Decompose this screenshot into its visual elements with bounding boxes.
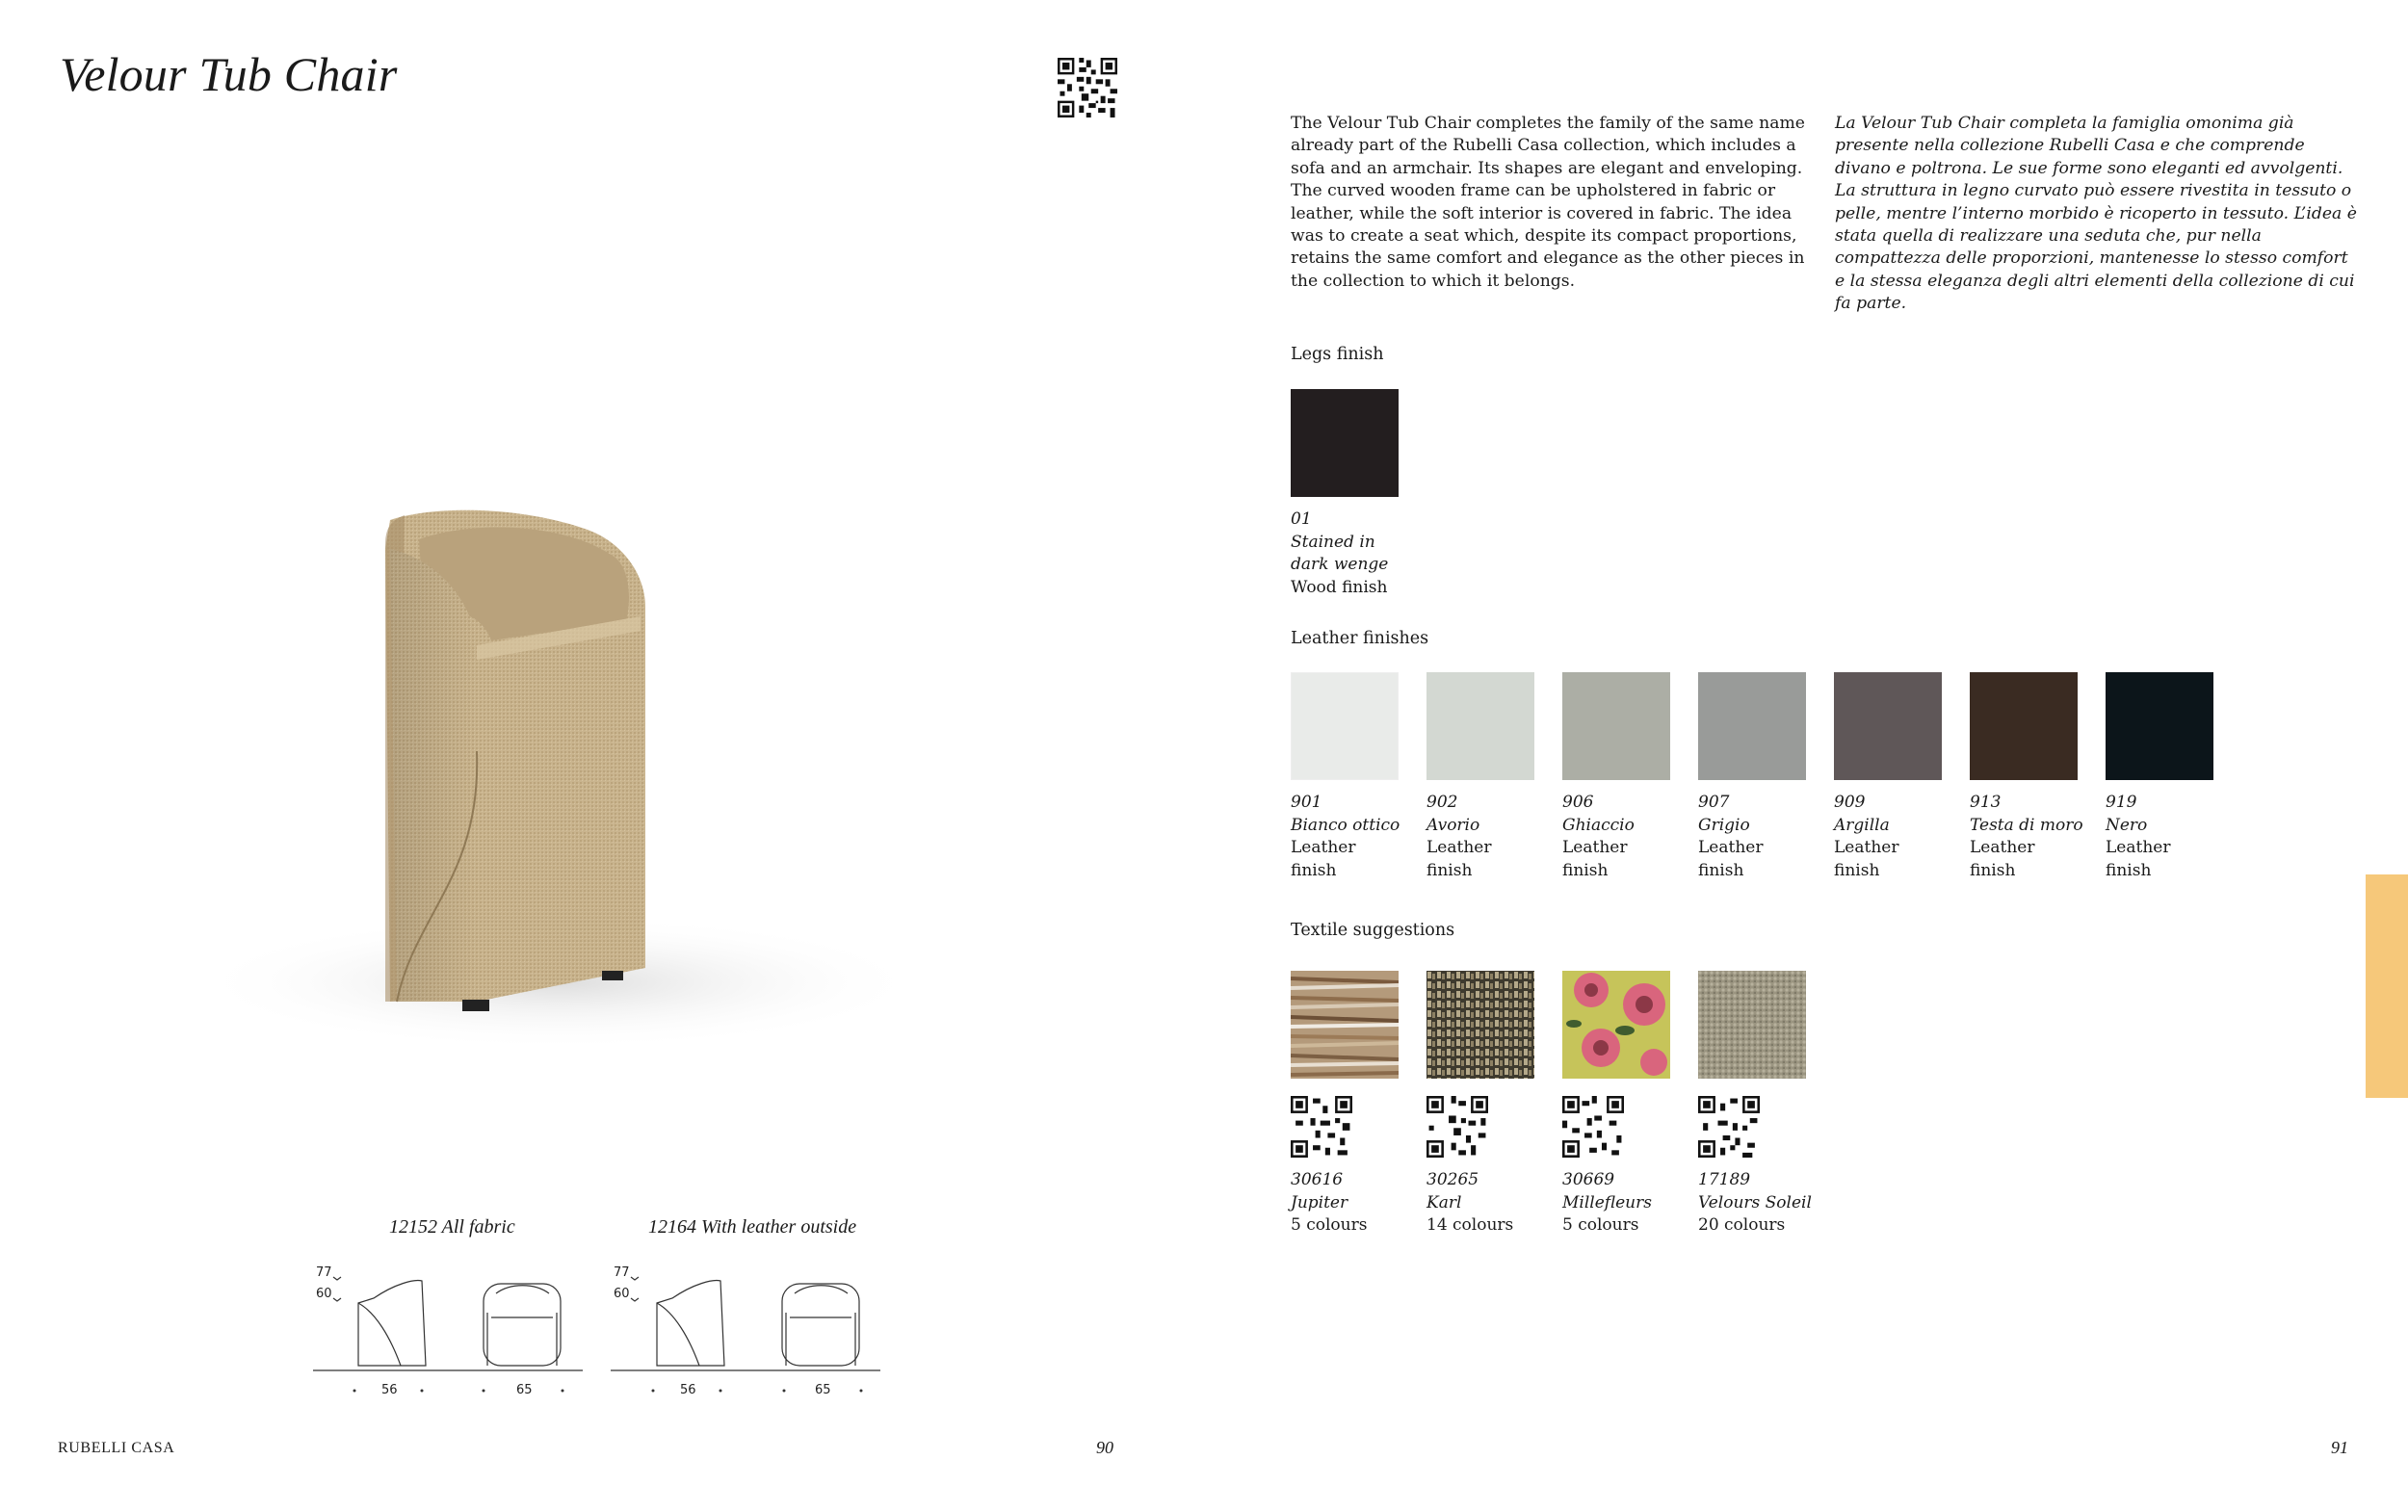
leather-swatch-913[interactable] (1970, 672, 2078, 780)
leather-caption: 907 Grigio Leather finish (1698, 793, 1764, 880)
qr-code-icon[interactable] (1698, 1096, 1760, 1158)
textile-caption: 30669 Millefleurs 5 colours (1562, 1170, 1652, 1235)
product-title: Velour Tub Chair (60, 47, 398, 101)
description-italian: La Velour Tub Chair completa la famiglia omonima già presente nella collezione Rubelli Casa e che comprende divano e poltrona. Le sue forme sono eleganti ed avvolgenti. La struttura in legno curvato può essere rivestita in tessuto o pelle, mentre l’interno morbido è ricoperto in tessuto. L’idea è stata quella di realizzare una seduta che, pur nella compattezza delle proporzioni, mantenesse lo stesso comfort e la stessa eleganza degli altri elementi della collezione di cui fa parte. (1835, 114, 2357, 314)
section-title-legs: Legs finish (1291, 345, 1384, 364)
leather-caption: 913 Testa di moro Leather finish (1970, 793, 2083, 880)
technical-drawing (609, 1260, 888, 1404)
leather-swatch-909[interactable] (1834, 672, 1942, 780)
leather-swatch-906[interactable] (1562, 672, 1670, 780)
variant-label: 12152 All fabric (389, 1216, 515, 1238)
leather-swatch-902[interactable] (1426, 672, 1534, 780)
textile-swatch-velours-soleil[interactable] (1698, 971, 1806, 1079)
legs-swatch[interactable] (1291, 389, 1399, 497)
height-dimension: 77 (316, 1265, 332, 1280)
legs-caption: 01 Stained in dark wenge Wood finish (1291, 509, 1389, 597)
description-english: The Velour Tub Chair completes the family of the same name already part of the Rubelli Casa collection, which includes a sofa and an armchair. Its shapes are elegant and enveloping. The curved wooden frame can be upholstered in fabric or leather, while the soft interior is covered in fabric. The idea was to create a seat which, despite its compact proportions, retains the same comfort and elegance as the other pieces in the collection to which it belongs. (1291, 114, 1805, 291)
qr-code-icon[interactable] (1562, 1096, 1624, 1158)
depth-dimension: 65 (815, 1383, 831, 1397)
leather-swatch-919[interactable] (2106, 672, 2213, 780)
leather-caption: 901 Bianco ottico Leather finish (1291, 793, 1400, 880)
technical-drawing (308, 1260, 588, 1404)
qr-code-icon[interactable] (1291, 1096, 1352, 1158)
textile-caption: 17189 Velours Soleil 20 colours (1698, 1170, 1812, 1235)
footer-brand: RUBELLI CASA (58, 1440, 175, 1456)
textile-swatch-karl[interactable] (1426, 971, 1534, 1079)
leather-caption: 906 Ghiaccio Leather finish (1562, 793, 1635, 880)
chair-image (144, 462, 992, 1088)
qr-code-icon[interactable] (1058, 58, 1117, 117)
leather-caption: 909 Argilla Leather finish (1834, 793, 1899, 880)
qr-code-icon[interactable] (1426, 1096, 1488, 1158)
height-dimension: 77 (614, 1265, 630, 1280)
leather-swatch-901[interactable] (1291, 672, 1399, 780)
textile-swatch-jupiter[interactable] (1291, 971, 1399, 1079)
section-title-textile: Textile suggestions (1291, 921, 1455, 940)
leather-swatch-907[interactable] (1698, 672, 1806, 780)
textile-caption: 30616 Jupiter 5 colours (1291, 1170, 1368, 1235)
depth-dimension: 65 (516, 1383, 533, 1397)
seat-height-dimension: 60 (316, 1287, 332, 1301)
side-tab[interactable] (2366, 874, 2408, 1098)
page-number-right: 91 (2331, 1438, 2348, 1457)
textile-caption: 30265 Karl 14 colours (1426, 1170, 1514, 1235)
leather-caption: 902 Avorio Leather finish (1426, 793, 1492, 880)
variant-label: 12164 With leather outside (648, 1216, 857, 1238)
page-number-left: 90 (1096, 1438, 1113, 1457)
seat-height-dimension: 60 (614, 1287, 630, 1301)
leather-caption: 919 Nero Leather finish (2106, 793, 2171, 880)
width-dimension: 56 (680, 1383, 696, 1397)
width-dimension: 56 (381, 1383, 398, 1397)
textile-swatch-millefleurs[interactable] (1562, 971, 1670, 1079)
section-title-leather: Leather finishes (1291, 629, 1429, 648)
